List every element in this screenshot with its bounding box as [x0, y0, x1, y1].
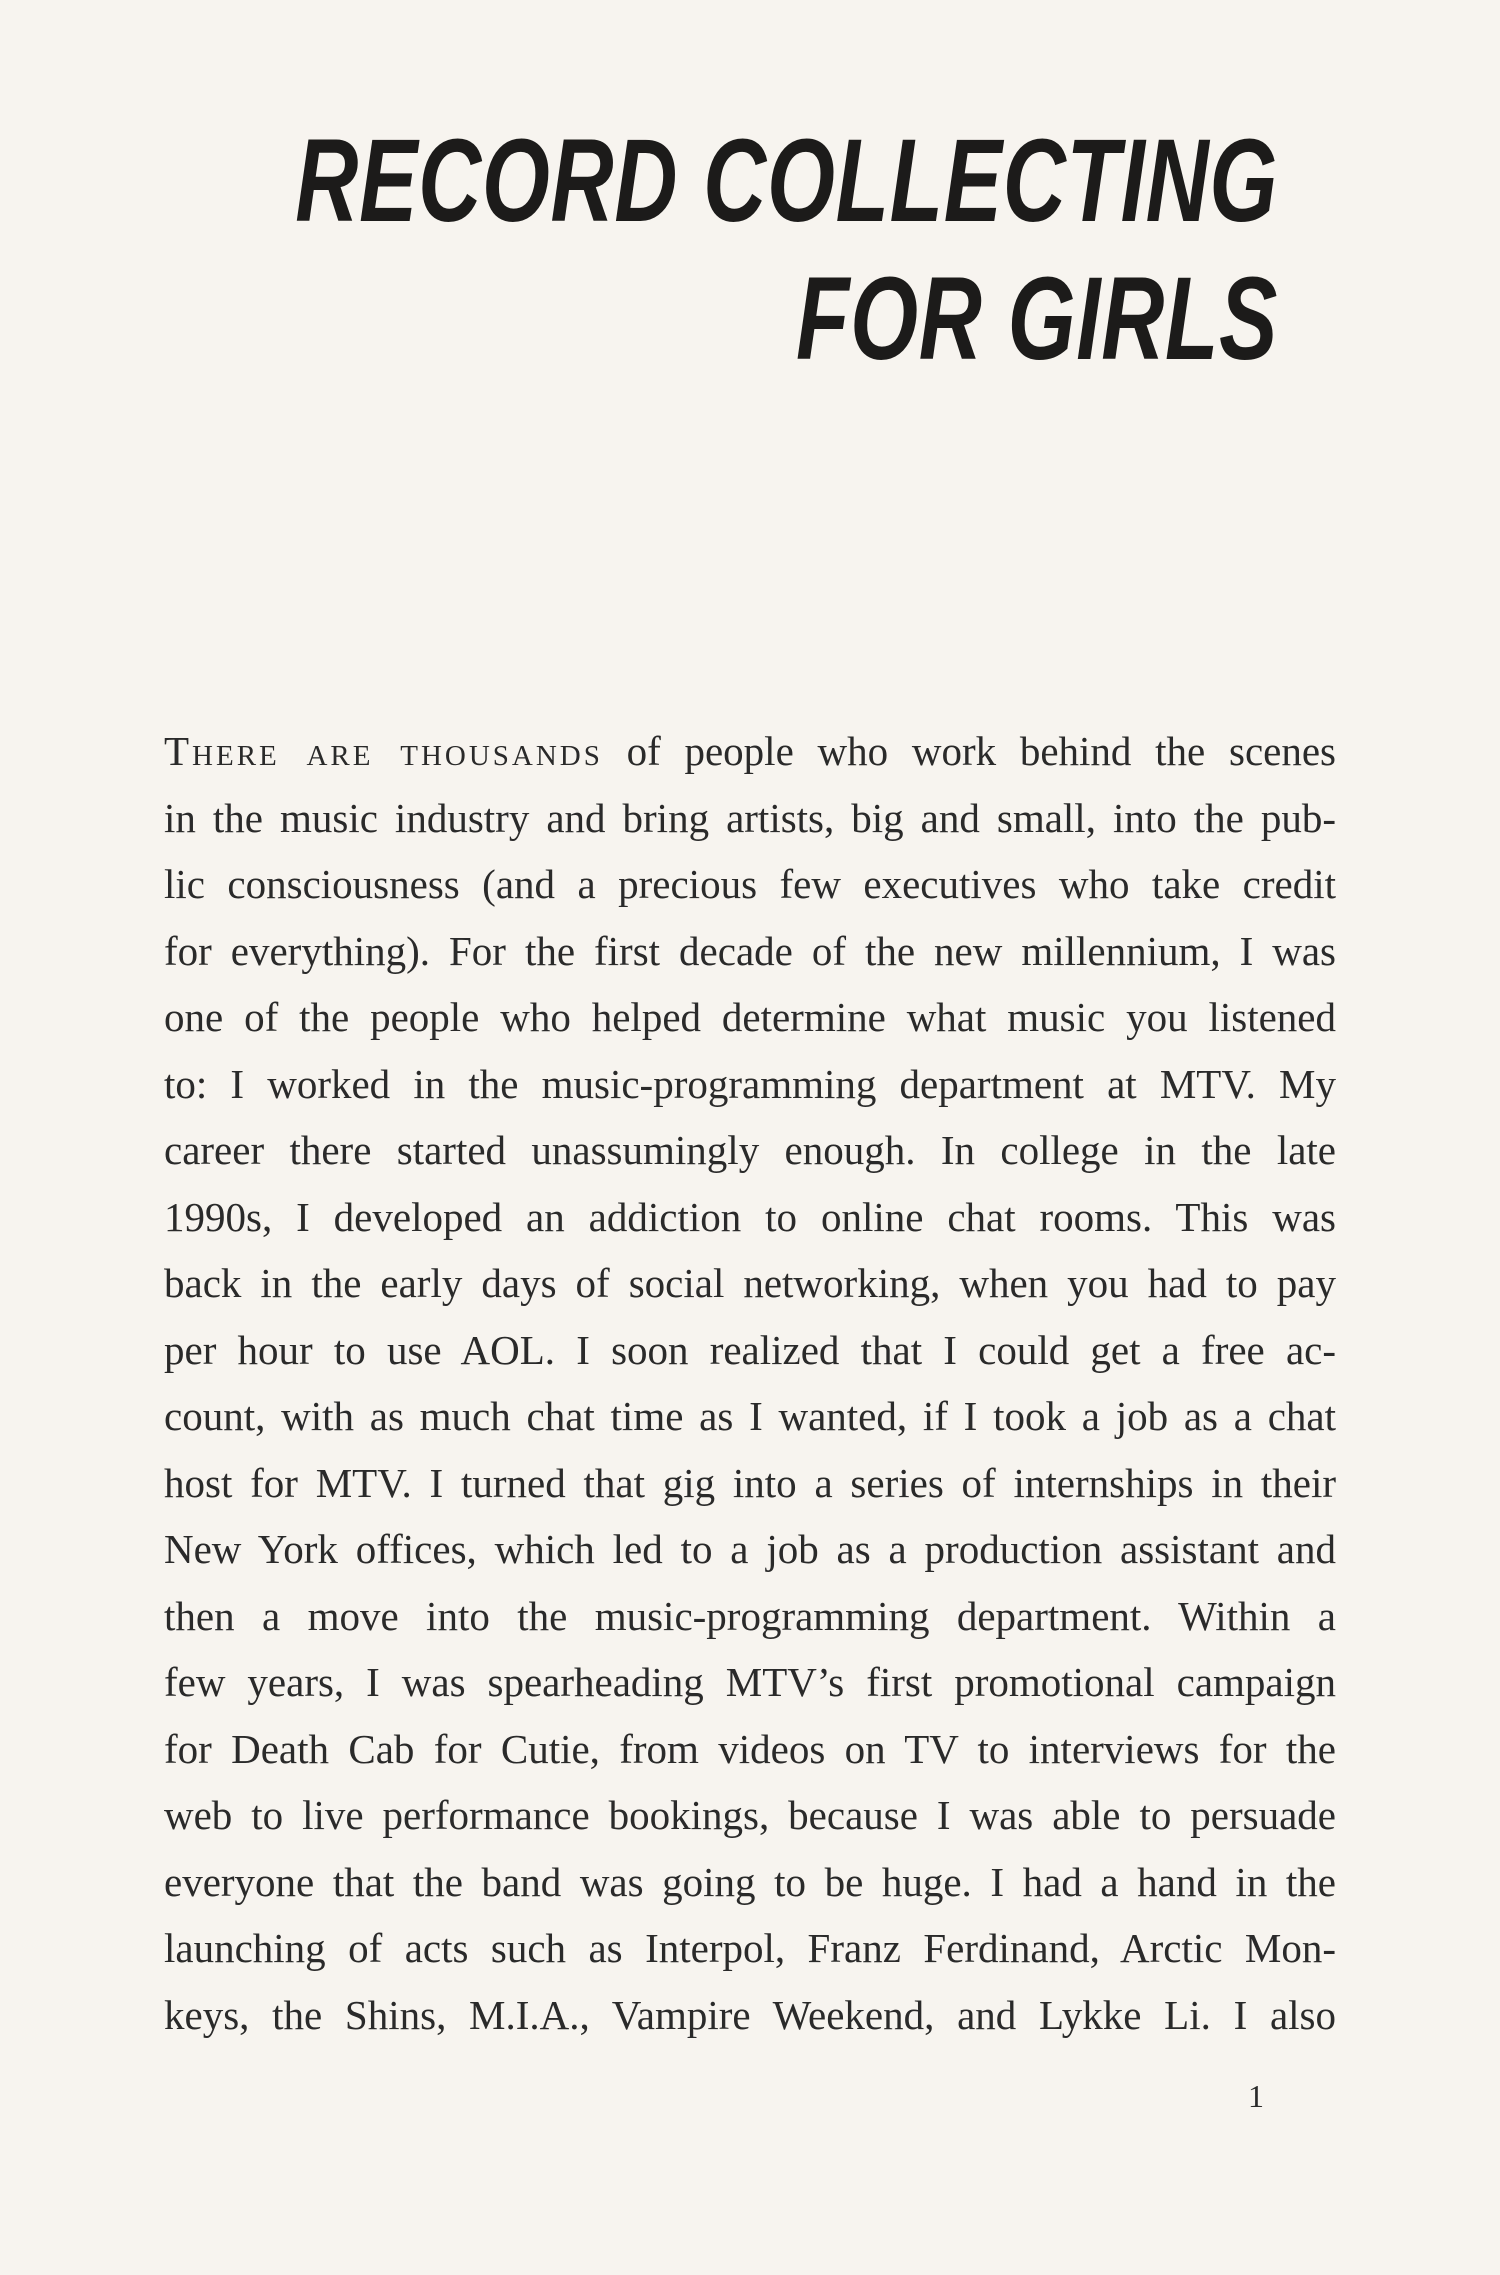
text-line: for Death Cab for Cutie, from videos on TV to interviews for the: [164, 1725, 1336, 1772]
text-line: lic consciousness (and a precious few executives who take credit: [164, 861, 1336, 907]
text-line: back in the early days of social networking, when you had to pay: [164, 1260, 1336, 1306]
text-line: count, with as much chat time as I wanted, if I took a job as a chat: [164, 1393, 1336, 1439]
text-line: one of the people who helped determine what music you listened: [164, 994, 1336, 1040]
text-line: in the music industry and bring artists, big and small, into the pub-: [164, 794, 1336, 841]
text-line: everyone that the band was going to be huge. I had a hand in the: [164, 1858, 1336, 1905]
lead-in-smallcaps: There are thousands: [164, 728, 603, 774]
chapter-title: [295, 112, 1278, 388]
chapter-title-line-1: RECORD COLLECTING: [295, 115, 1278, 247]
text-line: then a move into the music-programming department. Within a: [164, 1592, 1336, 1639]
text-line: keys, the Shins, M.I.A., Vampire Weekend, and Lykke Li. I also: [164, 1991, 1336, 2038]
page-number: 1: [1248, 2078, 1264, 2114]
body-paragraph: [164, 718, 1336, 2048]
chapter-title-line-2: FOR GIRLS: [795, 253, 1278, 385]
text-line: for everything). For the first decade of the new millennium, I was: [164, 927, 1336, 974]
text-line: host for MTV. I turned that gig into a series of internships in their: [164, 1459, 1336, 1506]
text-line: New York offices, which led to a job as a production assistant and: [164, 1526, 1336, 1572]
text-line: per hour to use AOL. I soon realized that I could get a free ac-: [164, 1326, 1336, 1373]
text-line: to: I worked in the music-programming department at MTV. My: [164, 1060, 1336, 1107]
text-line: career there started unassumingly enough. In college in the late: [164, 1127, 1336, 1173]
text-line: few years, I was spearheading MTV’s first promotional campaign: [164, 1659, 1336, 1705]
text-line: launching of acts such as Interpol, Franz Ferdinand, Arctic Mon-: [164, 1925, 1336, 1971]
text-line: web to live performance bookings, because I was able to persuade: [164, 1792, 1336, 1838]
text-line: 1990s, I developed an addiction to online chat rooms. This was: [164, 1193, 1336, 1240]
text-line: There are thousands of people who work behind the scenes: [164, 728, 1336, 774]
